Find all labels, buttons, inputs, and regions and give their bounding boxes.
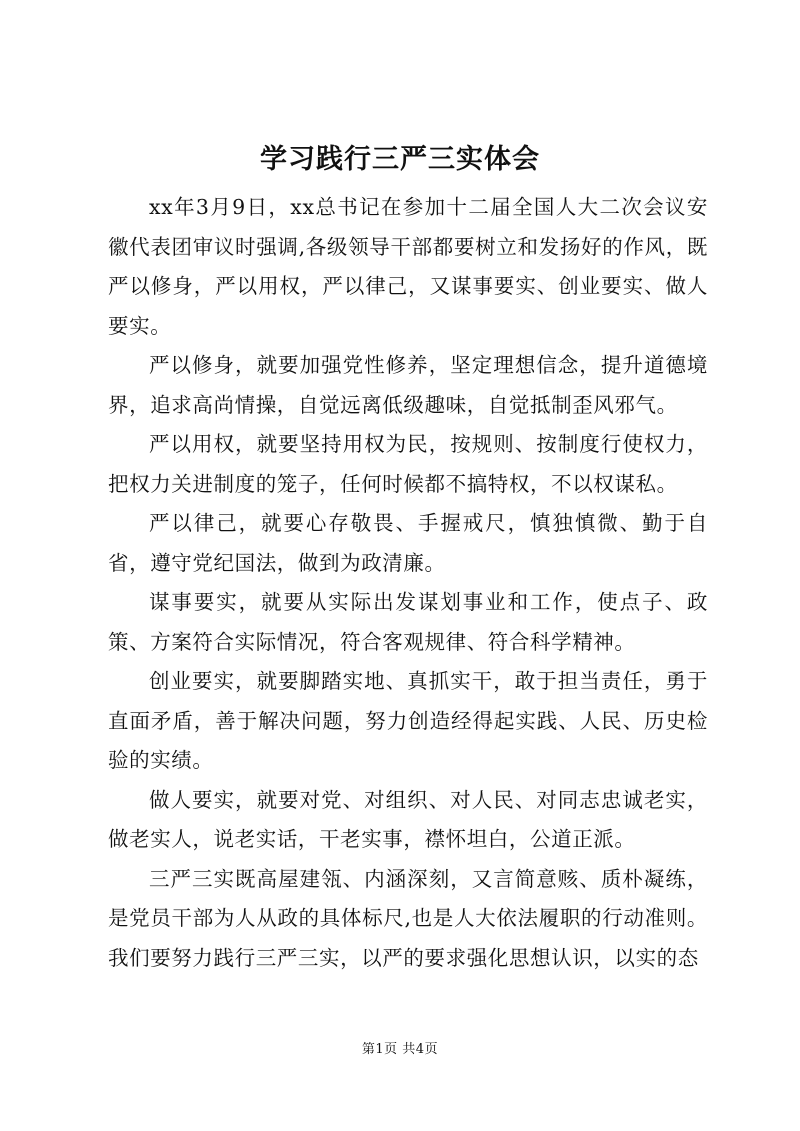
paragraph-intro: xx年3月9日，xx总书记在参加十二届全国人大二次会议安徽代表团审议时强调,各级领导干部都要树立和发扬好的作风，既严以修身，严以用权，严以律己，又谋事要实、创业要实、做人要实。 [108,195,708,338]
paragraph-chuang-ye-yao-shi: 创业要实，就要脚踏实地、真抓实干，敢于担当责任，勇于直面矛盾，善于解决问题，努力创造经得起实践、人民、历史检验的实绩。 [108,669,708,772]
paragraph-yan-yi-xiu-shen: 严以修身，就要加强党性修养，坚定理想信念，提升道德境界，追求高尚情操，自觉远离低级趣味，自觉抵制歪风邪气。 [108,353,708,417]
document-title: 学习践行三严三实体会 [260,144,540,175]
paragraph-zuo-ren-yao-shi: 做人要实，就要对党、对组织、对人民、对同志忠诚老实，做老实人，说老实话，干老实事，襟怀坦白，公道正派。 [108,787,708,851]
paragraph-conclusion: 三严三实既高屋建瓴、内涵深刻，又言简意赅、质朴凝练，是党员干部为人从政的具体标尺,也是人大依法履职的行动准则。我们要努力践行三严三实，以严的要求强化思想认识，以实的态 [108,866,708,970]
page-number-footer: 第1页 共4页 [361,1042,439,1057]
paragraph-yan-yi-lv-ji: 严以律己，就要心存敬畏、手握戒尺，慎独慎微、勤于自省，遵守党纪国法，做到为政清廉。 [108,511,708,575]
paragraph-mou-shi-yao-shi: 谋事要实，就要从实际出发谋划事业和工作，使点子、政策、方案符合实际情况，符合客观规律、符合科学精神。 [108,590,708,654]
paragraph-yan-yi-yong-quan: 严以用权，就要坚持用权为民，按规则、按制度行使权力，把权力关进制度的笼子，任何时候都不搞特权，不以权谋私。 [108,432,708,496]
document-body [108,188,708,978]
